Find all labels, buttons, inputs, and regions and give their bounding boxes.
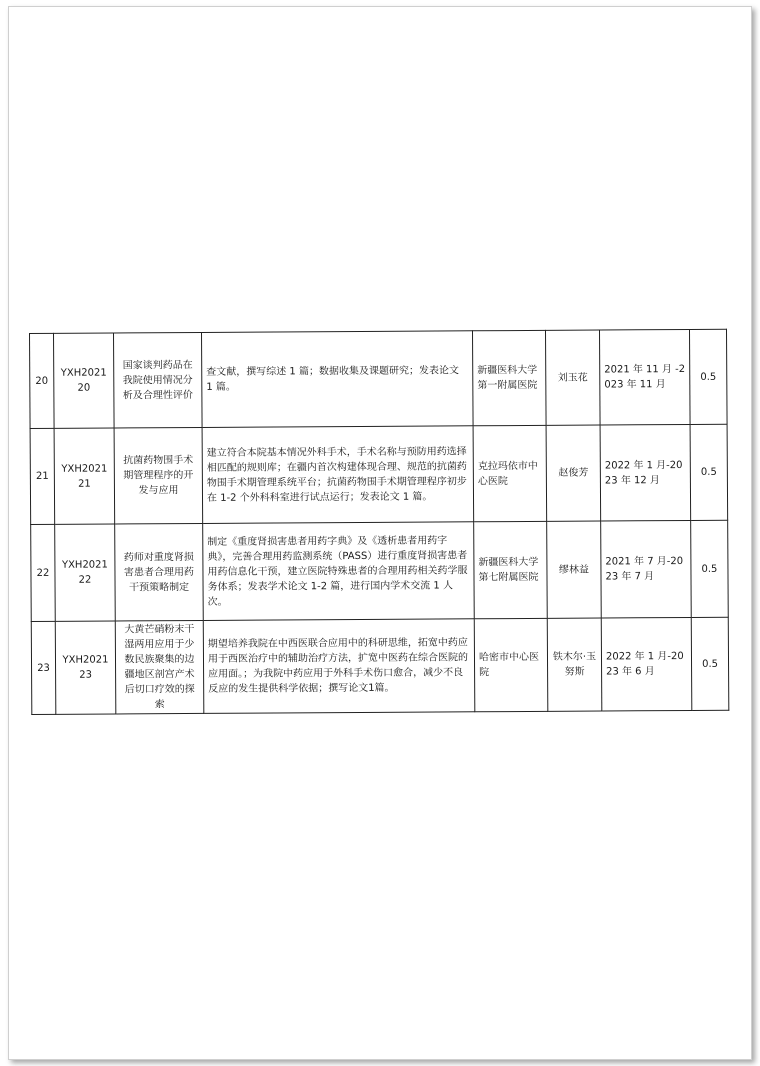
- project-title: 大黄芒硝粉末干湿两用应用于少数民族聚集的边疆地区剖宫产术后切口疗效的探索: [115, 620, 204, 714]
- project-score: 0.5: [691, 520, 729, 617]
- project-title: 国家谈判药品在我院使用情况分析及合理性评价: [114, 332, 203, 428]
- row-number: 23: [31, 621, 56, 714]
- table-row: [30, 424, 728, 524]
- project-leader: 铁木尔·玉努斯: [547, 618, 602, 711]
- project-title: 药师对重度肾损害患者合理用药干预策略制定: [115, 523, 204, 621]
- project-period: 2022 年 1 月-2023 年 6 月: [601, 617, 692, 711]
- table-row: [30, 329, 728, 428]
- project-title: 抗菌药物围手术期管理程序的开发与应用: [114, 427, 203, 524]
- row-number: 20: [30, 333, 55, 428]
- project-code: YXH202120: [54, 333, 115, 428]
- project-code: YXH202122: [55, 524, 116, 621]
- project-leader: 刘玉花: [545, 330, 600, 425]
- project-period: 2021 年 11 月 -2023 年 11 月: [599, 329, 690, 425]
- project-unit: 新疆医科大学第七附属医院: [474, 521, 548, 618]
- project-period: 2021 年 7 月-2023 年 7 月: [601, 520, 692, 618]
- project-score: 0.5: [690, 424, 728, 520]
- project-leader: 赵俊芳: [546, 425, 601, 521]
- project-unit: 克拉玛依市中心医院: [473, 425, 547, 521]
- project-period: 2022 年 1 月-2023 年 12 月: [600, 424, 691, 521]
- project-leader: 缪林益: [547, 521, 602, 618]
- table-row: [31, 520, 729, 621]
- table-row: [31, 617, 729, 714]
- project-code: YXH202121: [54, 428, 115, 524]
- row-number: 21: [30, 428, 55, 524]
- project-unit: 哈密市中心医院: [474, 618, 548, 711]
- project-score: 0.5: [689, 329, 727, 424]
- row-number: 22: [31, 524, 56, 621]
- document-page: [8, 6, 752, 1060]
- project-table: [29, 329, 729, 715]
- project-content: 建立符合本院基本情况外科手术，手术名称与预防用药选择相匹配的规则库；在疆内首次构建体现合理、规范的抗菌药物围手术期管理系统平台；抗菌药物围手术期管理程序初步在 1-2 个外科科室进行试点运行；发表论文 1 篇。: [202, 426, 474, 524]
- project-content: 查文献，撰写综述 1 篇；数据收集及课题研究；发表论文 1 篇。: [201, 331, 473, 428]
- project-content: 期望培养我院在中西医联合应用中的科研思维，拓宽中药应用于西医治疗中的辅助治疗方法，扩宽中医药在综合医院的应用面。；为我院中药应用于外科手术伤口愈合，减少不良反应的发生提供科学依据；撰写论文1篇。: [203, 619, 475, 714]
- project-content: 制定《重度肾损害患者用药字典》及《透析患者用药字典》，完善合理用药监测系统（PASS）进行重度肾损害患者用药信息化干预，建立医院特殊患者的合理用药相关药学服务体系；发表学术论文 1-2 篇，进行国内学术交流 1 人次。: [203, 522, 475, 621]
- project-unit: 新疆医科大学第一附属医院: [472, 330, 546, 425]
- project-code: YXH202123: [55, 621, 116, 714]
- project-score: 0.5: [691, 617, 729, 710]
